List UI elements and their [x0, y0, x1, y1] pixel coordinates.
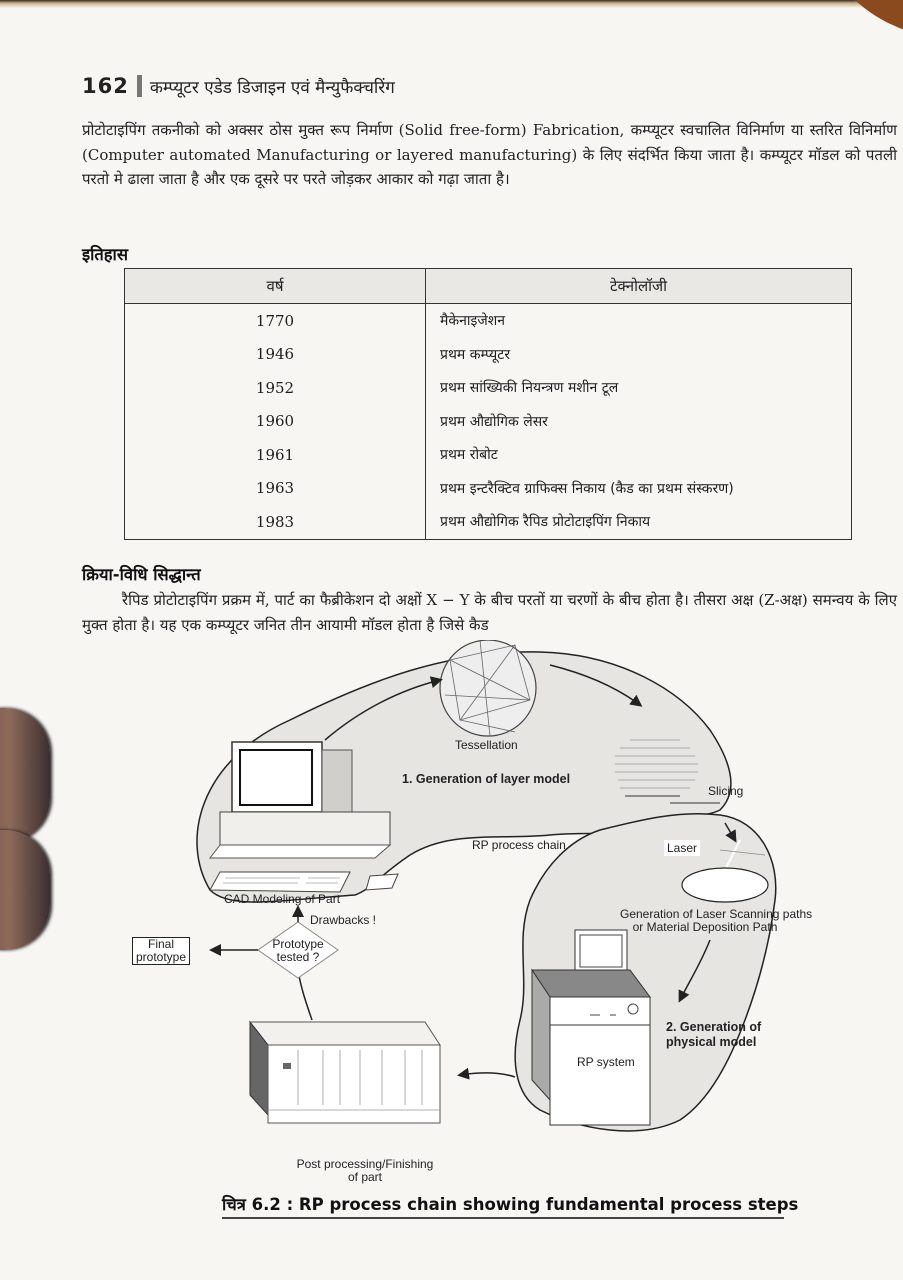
history-table [124, 268, 852, 540]
label-post-line-2: of part [347, 1170, 383, 1184]
label-post-line-1: Post processing/Finishing [296, 1157, 434, 1171]
intro-paragraph: प्रोटोटाइपिंग तकनीको को अक्सर ठोस मुक्त रूप निर्माण (Solid free-form) Fabrication, कम्प्यूटर स्वचालित विनिर्माण या स्तरित विनिर्माण (Computer automated Manufacturing or layered manufacturing) के लिए संदर्भित किया जाता है। कम्प्यूटर मॉडल को पतली परतो मे ढाला जाता है और एक दूसरे पर परते जोड़कर आकार को गढ़ा जाता है। [82, 121, 897, 188]
label-tested-line-1: Prototype [272, 937, 324, 951]
table-row [125, 472, 852, 506]
table-row [125, 371, 852, 405]
label-step-2-line-2: physical model [666, 1035, 757, 1049]
label-final-line-2: prototype [136, 950, 187, 964]
label-step-2 [666, 1020, 761, 1050]
label-rp-system: RP system [577, 1055, 635, 1069]
finger-occlusion [0, 708, 50, 843]
label-prototype-tested [268, 938, 328, 964]
technology-cell: प्रथम रोबोट [426, 438, 852, 472]
technology-cell: प्रथम इन्टरैक्टिव ग्राफिक्स निकाय (कैड का प्रथम संस्करण) [426, 472, 852, 506]
label-cad-modeling: CAD Modeling of Part [224, 892, 341, 906]
year-cell: 1946 [125, 338, 426, 372]
table-row [125, 505, 852, 539]
label-slicing: Slicing [708, 784, 744, 798]
table-row [125, 405, 852, 439]
label-final-prototype [132, 937, 190, 965]
label-scanning-line-2: or Material Deposition Path [632, 920, 778, 934]
label-step-1: 1. Generation of layer model [402, 772, 571, 786]
label-tessellation: Tessellation [455, 738, 518, 752]
technology-cell: प्रथम औद्योगिक रैपिड प्रोटोटाइपिंग निकाय [426, 505, 852, 539]
rp-process-chain-figure [120, 640, 813, 1190]
table-row [125, 304, 852, 338]
year-cell: 1983 [125, 505, 426, 539]
principle-paragraph: रैपिड प्रोटोटाइपिंग प्रक्रम में, पार्ट का फैब्रीकेशन दो अक्षों X − Y के बीच परतों या चरणों के बीच होता है। तीसरा अक्ष (Z-अक्ष) समन्वय के लिए मुक्त होता है। यह एक कम्प्यूटर जनित तीन आयामी मॉडल होता है जिसे कैड [82, 591, 897, 634]
column-year: वर्ष [125, 269, 426, 304]
technology-cell: मैकेनाइजेशन [426, 304, 852, 338]
post-processing-cabinet-icon [250, 1022, 440, 1123]
technology-cell: प्रथम औद्योगिक लेसर [426, 405, 852, 439]
table-row [125, 338, 852, 372]
label-scanning-paths [620, 907, 813, 934]
page-top-edge [0, 0, 903, 8]
header-divider [137, 75, 142, 97]
principle-heading: क्रिया-विधि सिद्धान्त [82, 565, 201, 584]
label-post-processing [280, 1158, 450, 1184]
year-cell: 1963 [125, 472, 426, 506]
label-final-line-1: Final [148, 937, 175, 951]
label-drawbacks: Drawbacks ! [310, 913, 377, 927]
table-header-row [125, 269, 852, 304]
page-header [82, 74, 395, 98]
figure-caption: चित्र 6.2 : RP process chain showing fundamental process steps [222, 1195, 799, 1214]
year-cell: 1960 [125, 405, 426, 439]
label-rp-process-chain: RP process chain [472, 838, 566, 852]
page-number: 162 [82, 74, 129, 98]
column-technology: टेक्नोलॉजी [426, 269, 852, 304]
history-heading: इतिहास [82, 245, 128, 264]
table-row [125, 438, 852, 472]
technology-cell: प्रथम कम्प्यूटर [426, 338, 852, 372]
scan-path-ellipse [682, 868, 768, 902]
label-scanning-line-1: Generation of Laser Scanning paths [620, 907, 813, 921]
label-step-2-line-1: 2. Generation of [666, 1020, 762, 1034]
caption-underline [222, 1217, 784, 1219]
tessellation-icon [440, 640, 536, 736]
year-cell: 1961 [125, 438, 426, 472]
technology-cell: प्रथम सांख्यिकी नियन्त्रण मशीन टूल [426, 371, 852, 405]
year-cell: 1952 [125, 371, 426, 405]
label-tested-line-2: tested ? [276, 950, 320, 964]
label-laser: Laser [664, 840, 700, 856]
year-cell: 1770 [125, 304, 426, 338]
finger-occlusion [0, 830, 50, 950]
book-title: कम्प्यूटर एडेड डिजाइन एवं मैन्युफैक्चरिंग [149, 77, 395, 98]
